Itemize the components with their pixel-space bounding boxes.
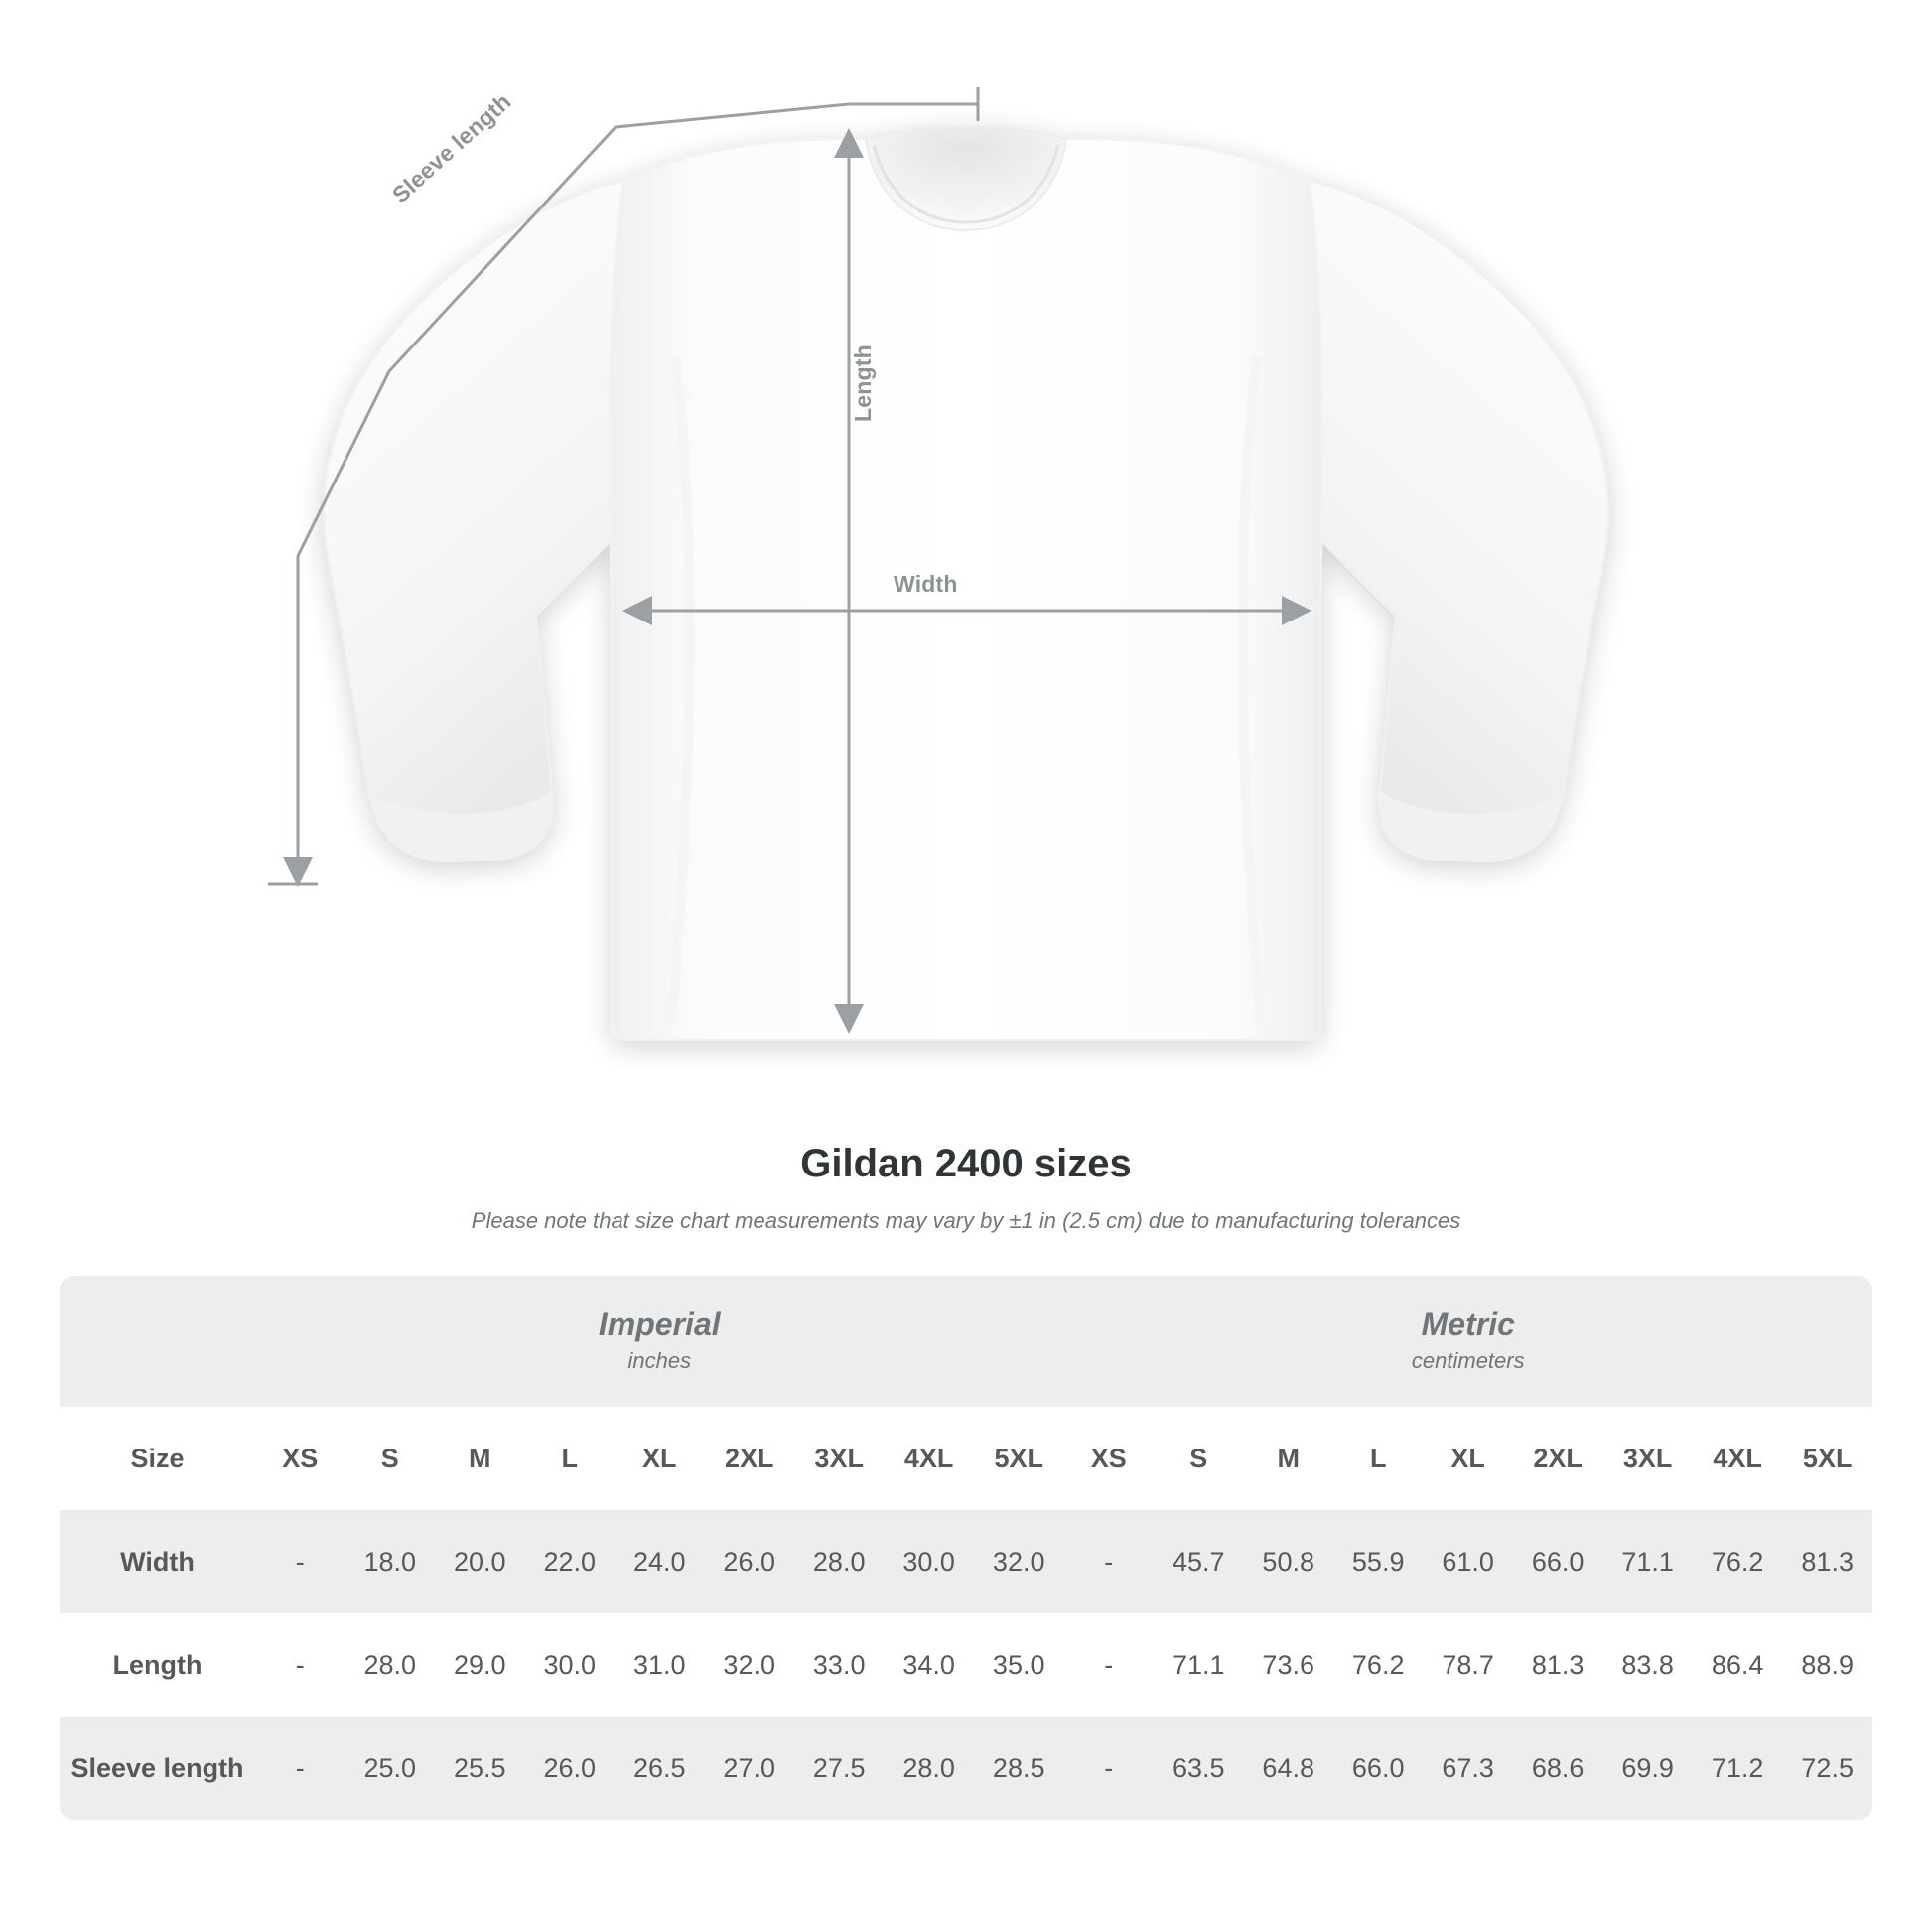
cell-width-imperial-5xl: 32.0 [974,1510,1064,1613]
page-title: Gildan 2400 sizes [800,1142,1132,1185]
cell-width-metric-xs: - [1064,1510,1154,1613]
cell-sleeve-metric-4xl: 71.2 [1693,1717,1782,1820]
width-dimension-label: Width [894,571,958,597]
cell-width-metric-2xl: 66.0 [1513,1510,1602,1613]
col-header-metric-3xl: 3XL [1602,1407,1692,1510]
cell-sleeve-imperial-xl: 26.5 [615,1717,704,1820]
cell-length-imperial-5xl: 35.0 [974,1613,1064,1717]
imperial-title: Imperial [598,1307,721,1343]
cell-width-imperial-2xl: 26.0 [704,1510,793,1613]
size-table-wrapper [60,1276,1872,1820]
col-header-imperial-2xl: 2XL [704,1407,793,1510]
cell-length-metric-3xl: 83.8 [1602,1613,1692,1717]
cell-width-metric-s: 45.7 [1154,1510,1243,1613]
col-header-metric-xl: XL [1423,1407,1512,1510]
cell-width-imperial-4xl: 30.0 [884,1510,973,1613]
cell-width-imperial-3xl: 28.0 [794,1510,884,1613]
col-header-imperial-s: S [345,1407,435,1510]
unit-group-row [60,1276,1872,1407]
length-dimension-label: Length [850,345,876,422]
cell-length-metric-xl: 78.7 [1423,1613,1512,1717]
cell-width-metric-xl: 61.0 [1423,1510,1512,1613]
cell-width-metric-3xl: 71.1 [1602,1510,1692,1613]
cell-width-imperial-m: 20.0 [435,1510,524,1613]
col-header-imperial-xs: XS [255,1407,345,1510]
cell-sleeve-metric-3xl: 69.9 [1602,1717,1692,1820]
col-header-metric-s: S [1154,1407,1243,1510]
col-header-metric-5xl: 5XL [1782,1407,1872,1510]
cell-length-imperial-s: 28.0 [345,1613,435,1717]
cell-length-imperial-l: 30.0 [525,1613,615,1717]
cell-sleeve-imperial-s: 25.0 [345,1717,435,1820]
cell-length-metric-m: 73.6 [1243,1613,1332,1717]
sleeve-length-dimension-label: Sleeve length [387,88,516,208]
cell-sleeve-metric-m: 64.8 [1243,1717,1332,1820]
metric-title: Metric [1421,1307,1515,1343]
cell-sleeve-metric-xl: 67.3 [1423,1717,1512,1820]
col-header-metric-l: L [1333,1407,1423,1510]
cell-width-imperial-xl: 24.0 [615,1510,704,1613]
col-header-metric-2xl: 2XL [1513,1407,1602,1510]
cell-sleeve-imperial-xs: - [255,1717,345,1820]
title-block [0,1142,1932,1234]
imperial-units: inches [627,1347,692,1373]
row-label-width: Width [60,1510,255,1613]
table-row [60,1613,1872,1717]
cell-length-imperial-xl: 31.0 [615,1613,704,1717]
size-header-row [60,1407,1872,1510]
size-chart-table [60,1276,1872,1820]
table-row [60,1717,1872,1820]
cell-length-metric-2xl: 81.3 [1513,1613,1602,1717]
group-spacer [60,1276,255,1407]
cell-sleeve-imperial-2xl: 27.0 [704,1717,793,1820]
col-header-imperial-4xl: 4XL [884,1407,973,1510]
cell-sleeve-imperial-m: 25.5 [435,1717,524,1820]
cell-width-imperial-s: 18.0 [345,1510,435,1613]
cell-width-imperial-xs: - [255,1510,345,1613]
cell-sleeve-metric-s: 63.5 [1154,1717,1243,1820]
cell-length-imperial-m: 29.0 [435,1613,524,1717]
cell-sleeve-imperial-5xl: 28.5 [974,1717,1064,1820]
cell-sleeve-metric-xs: - [1064,1717,1154,1820]
cell-length-imperial-xs: - [255,1613,345,1717]
cell-length-metric-s: 71.1 [1154,1613,1243,1717]
col-header-imperial-3xl: 3XL [794,1407,884,1510]
cell-width-metric-5xl: 81.3 [1782,1510,1872,1613]
cell-sleeve-imperial-3xl: 27.5 [794,1717,884,1820]
cell-length-imperial-2xl: 32.0 [704,1613,793,1717]
col-header-imperial-xl: XL [615,1407,704,1510]
metric-units: centimeters [1411,1347,1525,1373]
cell-width-metric-m: 50.8 [1243,1510,1332,1613]
shirt-body [324,127,1608,1040]
cell-length-metric-4xl: 86.4 [1693,1613,1782,1717]
cell-sleeve-metric-5xl: 72.5 [1782,1717,1872,1820]
size-header-label: Size [60,1407,255,1510]
cell-length-metric-xs: - [1064,1613,1154,1717]
cell-sleeve-metric-l: 66.0 [1333,1717,1423,1820]
cell-sleeve-imperial-l: 26.0 [525,1717,615,1820]
cell-length-metric-5xl: 88.9 [1782,1613,1872,1717]
tolerance-note: Please note that size chart measurements may vary by ±1 in (2.5 cm) due to manufacturing tolerances [471,1208,1461,1233]
col-header-metric-xs: XS [1064,1407,1154,1510]
row-label-length: Length [60,1613,255,1717]
imperial-group-header [255,1276,1063,1407]
cell-width-metric-l: 55.9 [1333,1510,1423,1613]
cell-sleeve-imperial-4xl: 28.0 [884,1717,973,1820]
cell-length-metric-l: 76.2 [1333,1613,1423,1717]
row-label-sleeve-length: Sleeve length [60,1717,255,1820]
cell-length-imperial-3xl: 33.0 [794,1613,884,1717]
cell-width-metric-4xl: 76.2 [1693,1510,1782,1613]
cell-sleeve-metric-2xl: 68.6 [1513,1717,1602,1820]
col-header-imperial-l: L [525,1407,615,1510]
cell-length-imperial-4xl: 34.0 [884,1613,973,1717]
col-header-imperial-5xl: 5XL [974,1407,1064,1510]
col-header-imperial-m: M [435,1407,524,1510]
metric-group-header [1064,1276,1873,1407]
cell-width-imperial-l: 22.0 [525,1510,615,1613]
col-header-metric-m: M [1243,1407,1332,1510]
col-header-metric-4xl: 4XL [1693,1407,1782,1510]
table-row [60,1510,1872,1613]
